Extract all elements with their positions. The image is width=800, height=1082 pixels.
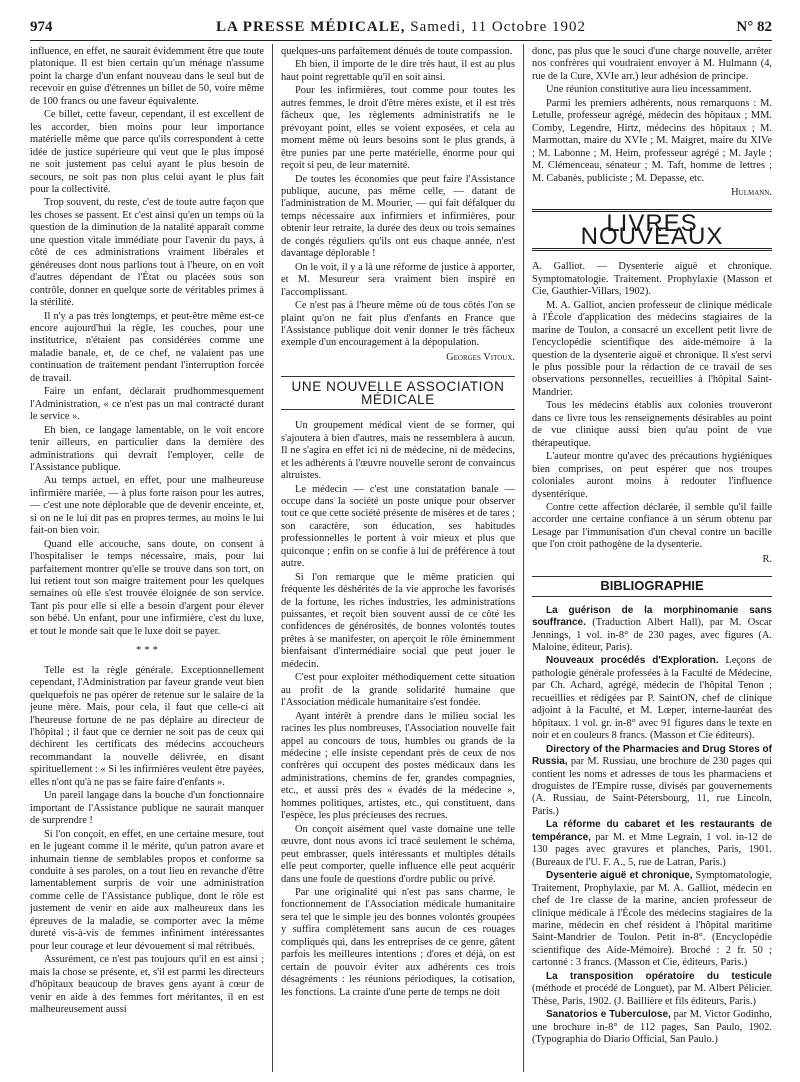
paragraph: Par une originalité qui n'est pas sans charme, le fonctionnement de l'Association médicale humanitaire sera tel que le simple jeu des bonnes volontés groupées y suffira complètement sans aucun de ces rouages compliqués qui, dans les entreprises de ce genre, gâtent parfois les meilleures intentions ; d'ores et déjà, on est certain de pouvoir éviter aux adhérents ces trois désagréments : les réunions périodiques, la cotisation, les fonctions. La crainte d'une perte de temps ne doit	[281, 887, 515, 998]
paragraph: Eh bien, il importe de le dire très haut, il est au plus haut point regrettable qu'il en soit ainsi.	[281, 59, 515, 83]
bibliography-entry	[532, 744, 772, 819]
bibliography-text: par M. et Mme Legrain, 1 vol. in-12 de 130 pages avec gravures et planches, Paris, 1901. (Bureaux de l'U. F. A., 5, rue de Latran, Paris.)	[532, 831, 772, 868]
issue-number: N° 82	[736, 19, 772, 35]
bibliography-title: Nouveaux procédés d'Exploration.	[546, 655, 719, 667]
bibliography-text: Symptomatologie, Traitement, Prophylaxie, par M. A. Galliot, médecin en chef de 1re classe de la marine, ancien professeur de clinique médicale à l'École des médecins stagiaires de la marine, médecin en chef résident à l'hôpital maritime Saint-Mandrier de Toulon. Petit in-8°. (Encyclopédie scientifique des Aide-Mémoire). Broché : 2 fr. 50 ; cartonné : 3 francs. (Masson et Cie, éditeurs, Paris.)	[532, 870, 772, 969]
book-citation: A. Galliot. — Dysenterie aiguë et chronique. Symptomatologie. Traitement. Prophylaxie (Masson et Cie, Gauthier-Villars, 1902).	[532, 261, 772, 298]
paragraph: On conçoit aisément quel vaste domaine une telle œuvre, dont nous avons ici tracé seulement le schéma, peut embrasser, quels intéressants et multiples détails elle peut comporter, quelle influence elle peut acquérir dans une foule de questions d'ordre public ou privé.	[281, 823, 515, 885]
column-1	[30, 46, 264, 1017]
author-signature: R.	[762, 553, 772, 565]
bibliography-entry	[532, 819, 772, 869]
paragraph: Ce n'est pas à l'heure même où de tous côtés l'on se plaint qu'on ne fait plus d'enfants en France que l'Assistance publique doit venir donner le très fâcheux exemple d'un encouragement à la dépopulation.	[281, 300, 515, 349]
paragraph: L'auteur montre qu'avec des précautions hygiéniques bien comprises, on peut espérer que nos troupes coloniales auront moins à redouter l'influence dysentérique.	[532, 451, 772, 500]
paragraph: influence, en effet, ne saurait évidemment être que toute platonique. Il est bien certain qu'un ménage n'assume point la charge d'un enfant nouveau dans le seul but de recevoir en guise d'étrennes un billet de 50, voire même de 100 francs ou une faveur équivalente.	[30, 46, 264, 107]
page-number: 974	[30, 19, 53, 35]
paragraph: Si l'on remarque que le même praticien qui fréquente les déshérités de la vie approche les favorisés de la fortune, les riches industries, les administrations puissantes, et reçoit bien souvent aussi de ce côté les confidences de générosités, de bonnes volontés toutes prêtes à se manifester, on aperçoit le rôle éminemment bienfaisant d'intermédiaire social que peut jouer le médecin.	[281, 571, 515, 670]
bibliography-text: (méthode et procédé de Longuet), par M. Albert Pélicier. Thèse, Paris, 1902. (J. Baillière et fils éditeurs, Paris.)	[532, 983, 772, 1007]
paragraph: Un pareil langage dans la bouche d'un fonctionnaire important de l'Assistance publique ne saurait manquer de surprendre !	[30, 790, 264, 827]
author-signature: Georges Vitoux.	[446, 351, 515, 363]
bibliography-title: La transposition opératoire du testicule	[546, 970, 772, 982]
bibliography-text: (Traduction Albert Hall), par M. Oscar Jennings, 1 vol. in-8° de 230 pages, avec figures (A. Maloine, éditeur, Paris).	[532, 617, 772, 654]
paragraph: Tous les médecins établis aux colonies trouveront dans ce livre tous les renseignements désirables au point de vue clinique aussi bien qu'au point de vue thérapeutique.	[532, 400, 772, 449]
column-2	[281, 46, 515, 1000]
bibliography-title: Dysenterie aiguë et chronique,	[546, 870, 693, 882]
column-divider-1	[272, 44, 273, 1072]
paragraph: Assurément, ce n'est pas toujours qu'il en est ainsi ; mais la chose se présente, et, s'il est parmi les directeurs d'hôpitaux beaucoup de braves gens ayant à cœur de venir en aide à des femmes fort méritantes, il en est malheureusement aussi	[30, 954, 264, 1015]
paragraph: Trop souvent, du reste, c'est de toute autre façon que les choses se passent. Et c'est ainsi qu'en un temps où la question de la diminution de la natalité apparaît comme une question vitale immédiate pour l'avenir du pays, à côté de ces administrations vraiment libérales et généreuses dont nous parlions tout à l'heure, on en voit d'autres dépendant de l'État ou placées sous son contrôle, donner en quelque sorte de véritables primes à la stérilité.	[30, 197, 264, 309]
paragraph: Parmi les premiers adhérents, nous remarquons : M. Letulle, professeur agrégé, médecin des hôpitaux ; MM. Comby, Legendre, Hirtz, médecins des hôpitaux ; M. Marmottan, maire du XVIe ; M. Maigret, maire du XIVe ; M. Labonne ; M. Heim, professeur agrégé ; M. Jayle ; M. Clémenceau, sénateur ; M. Taft, homme de lettres ; M. Cabanès, publiciste ; M. Depasse, etc.	[532, 97, 772, 184]
paragraph: C'est pour exploiter méthodiquement cette situation au profit de la grande solidarité humaine que l'Association médicale humanitaire s'est fondée.	[281, 672, 515, 709]
paragraph: Si l'on conçoit, en effet, en une certaine mesure, tout en le jugeant comme il le mérite, qu'un patron avare et inhumain tienne de semblables propos et conforme sa conduite à ses paroles, on a tout lieu en revanche d'être lamentablement surpris de voir une administration comme celle de l'Assistance publique, dont le rôle est justement de venir en aide aux malheureux dans les épreuves de la maladie, se comporter avec la même dureté vis-à-vis de femmes infiniment intéressantes pour leur courage et leur dévouement si mal rétribués.	[30, 828, 264, 952]
section-heading-livres: LIVRES NOUVEAUX	[532, 209, 772, 251]
issue-date: Samedi, 11 Octobre 1902	[405, 19, 586, 35]
paragraph: Ce billet, cette faveur, cependant, il est excellent de les accorder, bien moins pour leur importance matérielle même que parce qu'ils correspondent à cette idée de justice supérieure qui veut que le plus imposé ne soit justement pas celui ayant le plus besoin de secours, ne soit pas non plus celui ayant le plus fait pour la collectivité.	[30, 109, 264, 195]
paragraph: De toutes les économies que peut faire l'Assistance publique, aucune, pas même celle, — datant de l'administration de M. Mourier, — qui fait défalquer du temps nécessaire aux infirmiers et infirmières, pour obtenir leur retraite, la durée des deux ou trois semaines de congés réguliers qu'ils ont eus chaque année, n'est davantage déplorable !	[281, 173, 515, 260]
journal-name: LA PRESSE MÉDICALE,	[216, 19, 406, 35]
bibliography-text: Leçons de pathologie générale professées à la Faculté de Médecine, par Ch. Achard, agrégé, médecin de l'hôpital Tenon ; recueillies et rédigées par P. SaintON, chef de clinique adjoint à la Faculté, et M. Lœper, interne-lauréat des hôpitaux. 1 vol. gr. in-8° avec 91 figures dans le texte en noir et en couleurs 8 francs. (Masson et Cie éditeurs).	[532, 655, 772, 742]
paragraph: Ayant intérêt à prendre dans le milieu social les racines les plus nombreuses, l'Association nouvelle fait appel au concours de tous, humbles ou grands de la médecine ; elle insiste cependant près de ceux de nos confrères qui occupent des postes médicaux dans les administrations, chemins de fer, grandes compagnies, etc., et aussi près des « évadés de la médecine », hommes politiques, artistes, etc., qui constituent, dans l'espèce, les plus précieuses des recrues.	[281, 710, 515, 822]
paragraph: Eh bien, ce langage lamentable, on le voit encore tenir ailleurs, en particulier dans la dernière des administrations qui devrait l'employer, celle de l'Assistance publique.	[30, 424, 264, 473]
bibliography-text: par M. Victor Godinho, une brochure in-8° de 112 pages, San Paulo, 1902. (Typographia do Diario Official, San Paulo.)	[532, 1009, 772, 1046]
paragraph: Une réunion constitutive aura lieu incessamment.	[546, 84, 752, 96]
bibliography-entry	[532, 870, 772, 970]
paragraph: Il n'y a pas très longtemps, et peut-être même est-ce encore aujourd'hui la règle, les couches, pour une institutrice, n'étaient pas considérées comme une maladie banale, et, de ce chef, ne valaient pas une continuation de traitement pendant l'interruption forcée de travail.	[30, 310, 264, 384]
column-divider-2	[523, 44, 524, 1072]
bibliography-entry	[532, 971, 772, 1008]
bibliography-title: La guérison de la morphinomanie sans souffrance.	[532, 604, 772, 629]
paragraph: Contre cette affection déclarée, il semble qu'il faille accorder une certaine confiance à un sérum obtenu par Lesage par l'immunisation d'un cheval contre un bacille que l'on croit pathogène de la dysenterie.	[532, 501, 772, 551]
page-header	[30, 18, 772, 36]
section-heading: UNE NOUVELLE ASSOCIATION MÉDICALE	[281, 376, 515, 410]
paragraph: Le médecin — c'est une constatation banale — occupe dans la société un poste unique pour observer tout ce que cette société présente de misères et de tares ; son caractère, son éducation, ses habitudes professionnelles le portent à voir mieux et plus que quiconque ; enfin on se confie à lui de préférence à tout autre.	[281, 483, 515, 570]
bibliography-title: Directory of the Pharmacies and Drug Stores of Russia,	[532, 743, 772, 768]
bibliography-text: par M. Russiau, une brochure de 230 pages qui contient les noms et adresses de tous les pharmaciens et droguistes de l'Empire russe, divisés par gouvernements (A. Russiau, de Saint-Pétersbourg, 11, rue Lincoln, Paris.)	[532, 756, 772, 817]
paragraph: M. A. Galliot, ancien professeur de clinique médicale à l'École d'application des médecins stagiaires de la marine de Toulon, a consacré un excellent petit livre de l'encyclopédie scientifique des aide-mémoire à la question de la dysenterie aiguë et chronique. Il s'est servi le plus possible pour la rédaction de ce travail de ses observations personnelles, recueillies à l'hôpital Saint-Mandrier.	[532, 299, 772, 398]
column-3	[532, 46, 772, 1048]
running-title	[30, 18, 772, 36]
paragraph: donc, pas plus que le souci d'une charge nouvelle, arrêter nos confrères qui voudraient envoyer à M. Hulmann (4, rue de la Cure, XVIe arr.) leur adhésion de principe.	[532, 46, 772, 82]
bibliography-title: Sanatorios e Tuberculose,	[546, 1009, 671, 1021]
paragraph: Faire un enfant, déclarait prudhommesquement l'Administration, « ce n'est pas un mal contracté durant le service ».	[30, 386, 264, 423]
bibliography-entry	[532, 655, 772, 742]
paragraph: Telle est la règle générale. Exceptionnellement cependant, l'Administration par faveur grande veut bien quelquefois ne pas opérer de retenue sur le salaire de la jeune mère. Mais, pour cela, il faut que celle-ci ait l'heureuse fortune de ne pas déplaire au directeur de l'hôpital ; il faut que ce dernier ne soit pas de ceux qui déchirent les certificats des médecins accoucheurs recommandant la nouvelle délivrée, en disant spirituellement : « Si les infirmières veulent être payées, elles n'ont qu'à ne pas se faire faire d'enfants ».	[30, 664, 265, 788]
header-rule	[30, 40, 772, 41]
paragraph: quelques-uns parfaitement dénués de toute compassion.	[281, 46, 513, 57]
bibliography-title: La réforme du cabaret et les restaurants de tempérance,	[532, 819, 772, 843]
section-heading-bibliographie: BIBLIOGRAPHIE	[532, 576, 772, 596]
bibliography-entry	[532, 605, 772, 655]
author-signature: Hulmann.	[731, 186, 772, 198]
bibliography-entry	[532, 1009, 772, 1046]
paragraph: Pour les infirmières, tout comme pour toutes les autres femmes, le droit d'être mères existe, et il est très fâcheux que, les règlements administratifs ne le prévoyant point, elles se voient exposées, et cela au moment même où leurs besoins sont le plus grands, à être punies par une perte matérielle, énorme pour qui reçoit si peu, de leur maternité.	[281, 85, 515, 172]
paragraph: Quand elle accouche, sans doute, on consent à l'hospitaliser le temps nécessaire, mais, pour lui parfaitement montrer qu'elle se trouve dans son tort, on lui retient tout son maigre traitement pour les quelques semaines où elle s'est trouvée éloignée de son service. Tant pis pour elle si elle a besoin d'argent pour élever son bébé. Un enfant, pour une infirmière, c'est du luxe, et tout le monde sait que le luxe doit se payer.	[30, 538, 264, 637]
section-separator: * * *	[136, 644, 158, 657]
paragraph: Au temps actuel, en effet, pour une malheureuse infirmière mariée, — à plus forte raison pour les autres, — c'est une note déplorable que de devenir enceinte, et, si on ne le lui dit pas en propres termes, au moins le lui fait-on bien voir.	[30, 475, 264, 537]
paragraph: On le voit, il y a là une réforme de justice à apporter, et M. Mesureur sera vraiment bien inspiré en l'accomplissant.	[281, 261, 515, 298]
paragraph: Un groupement médical vient de se former, qui s'ajoutera à bien d'autres, mais ne ressemblera à aucun. Il ne s'agira en effet ici ni de médecine, ni de médecins, et les adhérents à l'œuvre nouvelle seront de convaincus altruistes.	[281, 420, 515, 482]
